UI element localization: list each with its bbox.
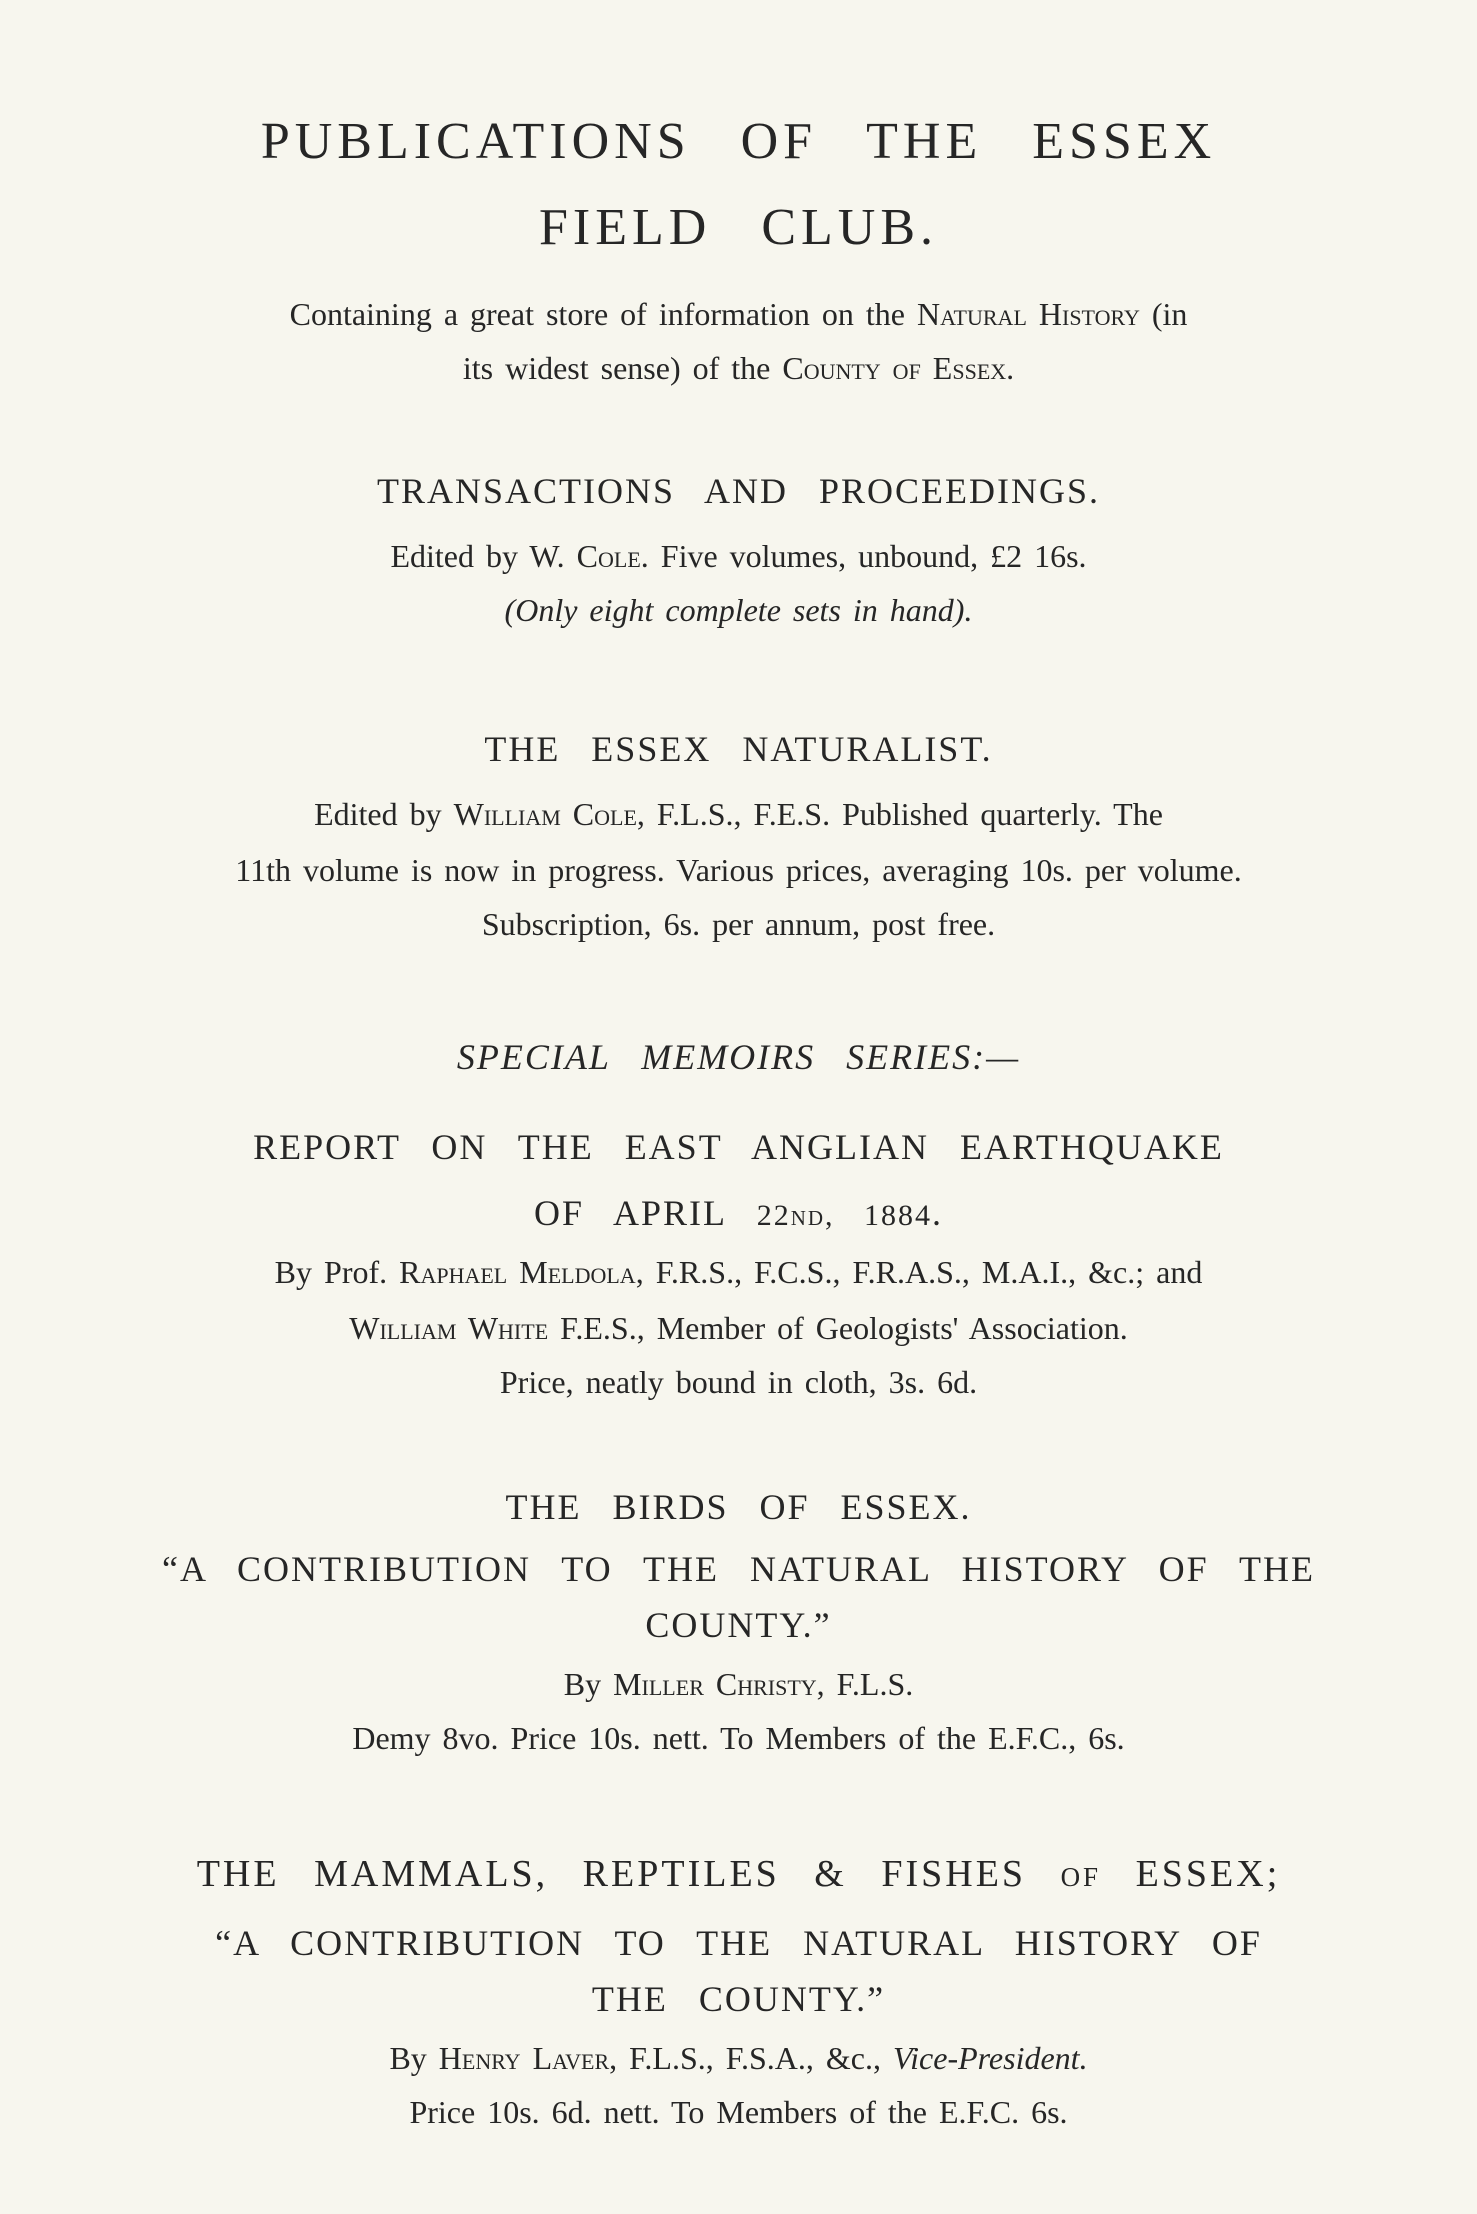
mammals-subtitle-line-1: “A CONTRIBUTION TO THE NATURAL HISTORY OF xyxy=(215,1923,1262,1963)
intro-line-2: its widest sense) of the County of Essex. xyxy=(462,350,1015,386)
section-title-mammals: THE MAMMALS, REPTILES & FISHES of ESSEX; xyxy=(196,1853,1281,1895)
mammals-line-1: By Henry Laver, F.L.S., F.S.A., &c., Vice-President. xyxy=(389,2040,1088,2076)
page-title-text: FIELD CLUB. xyxy=(539,199,938,256)
earthquake-title-line-1: REPORT ON THE EAST ANGLIAN EARTHQUAKE xyxy=(253,1127,1224,1167)
section-title-memoirs: SPECIAL MEMOIRS SERIES:— xyxy=(456,1037,1021,1077)
naturalist-line-2: 11th volume is now in progress. Various prices, averaging 10s. per volume. xyxy=(235,852,1242,888)
page-title-line-2 xyxy=(0,198,1477,257)
earthquake-line-1: By Prof. Raphael Meldola, F.R.S., F.C.S., F.R.A.S., M.A.I., &c.; and xyxy=(274,1254,1203,1290)
mammals-subtitle-line-2: THE COUNTY.” xyxy=(591,1979,886,2019)
section-title-transactions: TRANSACTIONS AND PROCEEDINGS. xyxy=(376,471,1101,511)
transactions-line-1: Edited by W. Cole. Five volumes, unbound, £2 16s. xyxy=(390,538,1087,574)
page-title-text: PUBLICATIONS OF THE ESSEX xyxy=(260,113,1217,170)
transactions-line-2: (Only eight complete sets in hand). xyxy=(504,592,973,628)
earthquake-line-3: Price, neatly bound in cloth, 3s. 6d. xyxy=(499,1364,978,1400)
earthquake-line-2: William White F.E.S., Member of Geologists' Association. xyxy=(349,1310,1128,1346)
naturalist-line-1: Edited by William Cole, F.L.S., F.E.S. Published quarterly. The xyxy=(314,796,1163,832)
naturalist-line-3: Subscription, 6s. per annum, post free. xyxy=(481,906,996,942)
page-title-line-1 xyxy=(0,112,1477,171)
earthquake-title-line-2: OF APRIL 22nd, 1884. xyxy=(533,1193,944,1233)
mammals-line-2: Price 10s. 6d. nett. To Members of the E.F.C. 6s. xyxy=(409,2094,1068,2130)
section-title-birds: THE BIRDS OF ESSEX. xyxy=(505,1487,972,1527)
birds-line-1: By Miller Christy, F.L.S. xyxy=(563,1666,914,1702)
intro-line-1: Containing a great store of information on the Natural History (in xyxy=(289,296,1188,332)
birds-line-2: Demy 8vo. Price 10s. nett. To Members of the E.F.C., 6s. xyxy=(352,1720,1125,1756)
section-title-naturalist: THE ESSEX NATURALIST. xyxy=(484,729,993,769)
birds-subtitle-line-2: COUNTY.” xyxy=(645,1605,832,1645)
birds-subtitle-line-1: “A CONTRIBUTION TO THE NATURAL HISTORY OF THE xyxy=(161,1549,1316,1589)
